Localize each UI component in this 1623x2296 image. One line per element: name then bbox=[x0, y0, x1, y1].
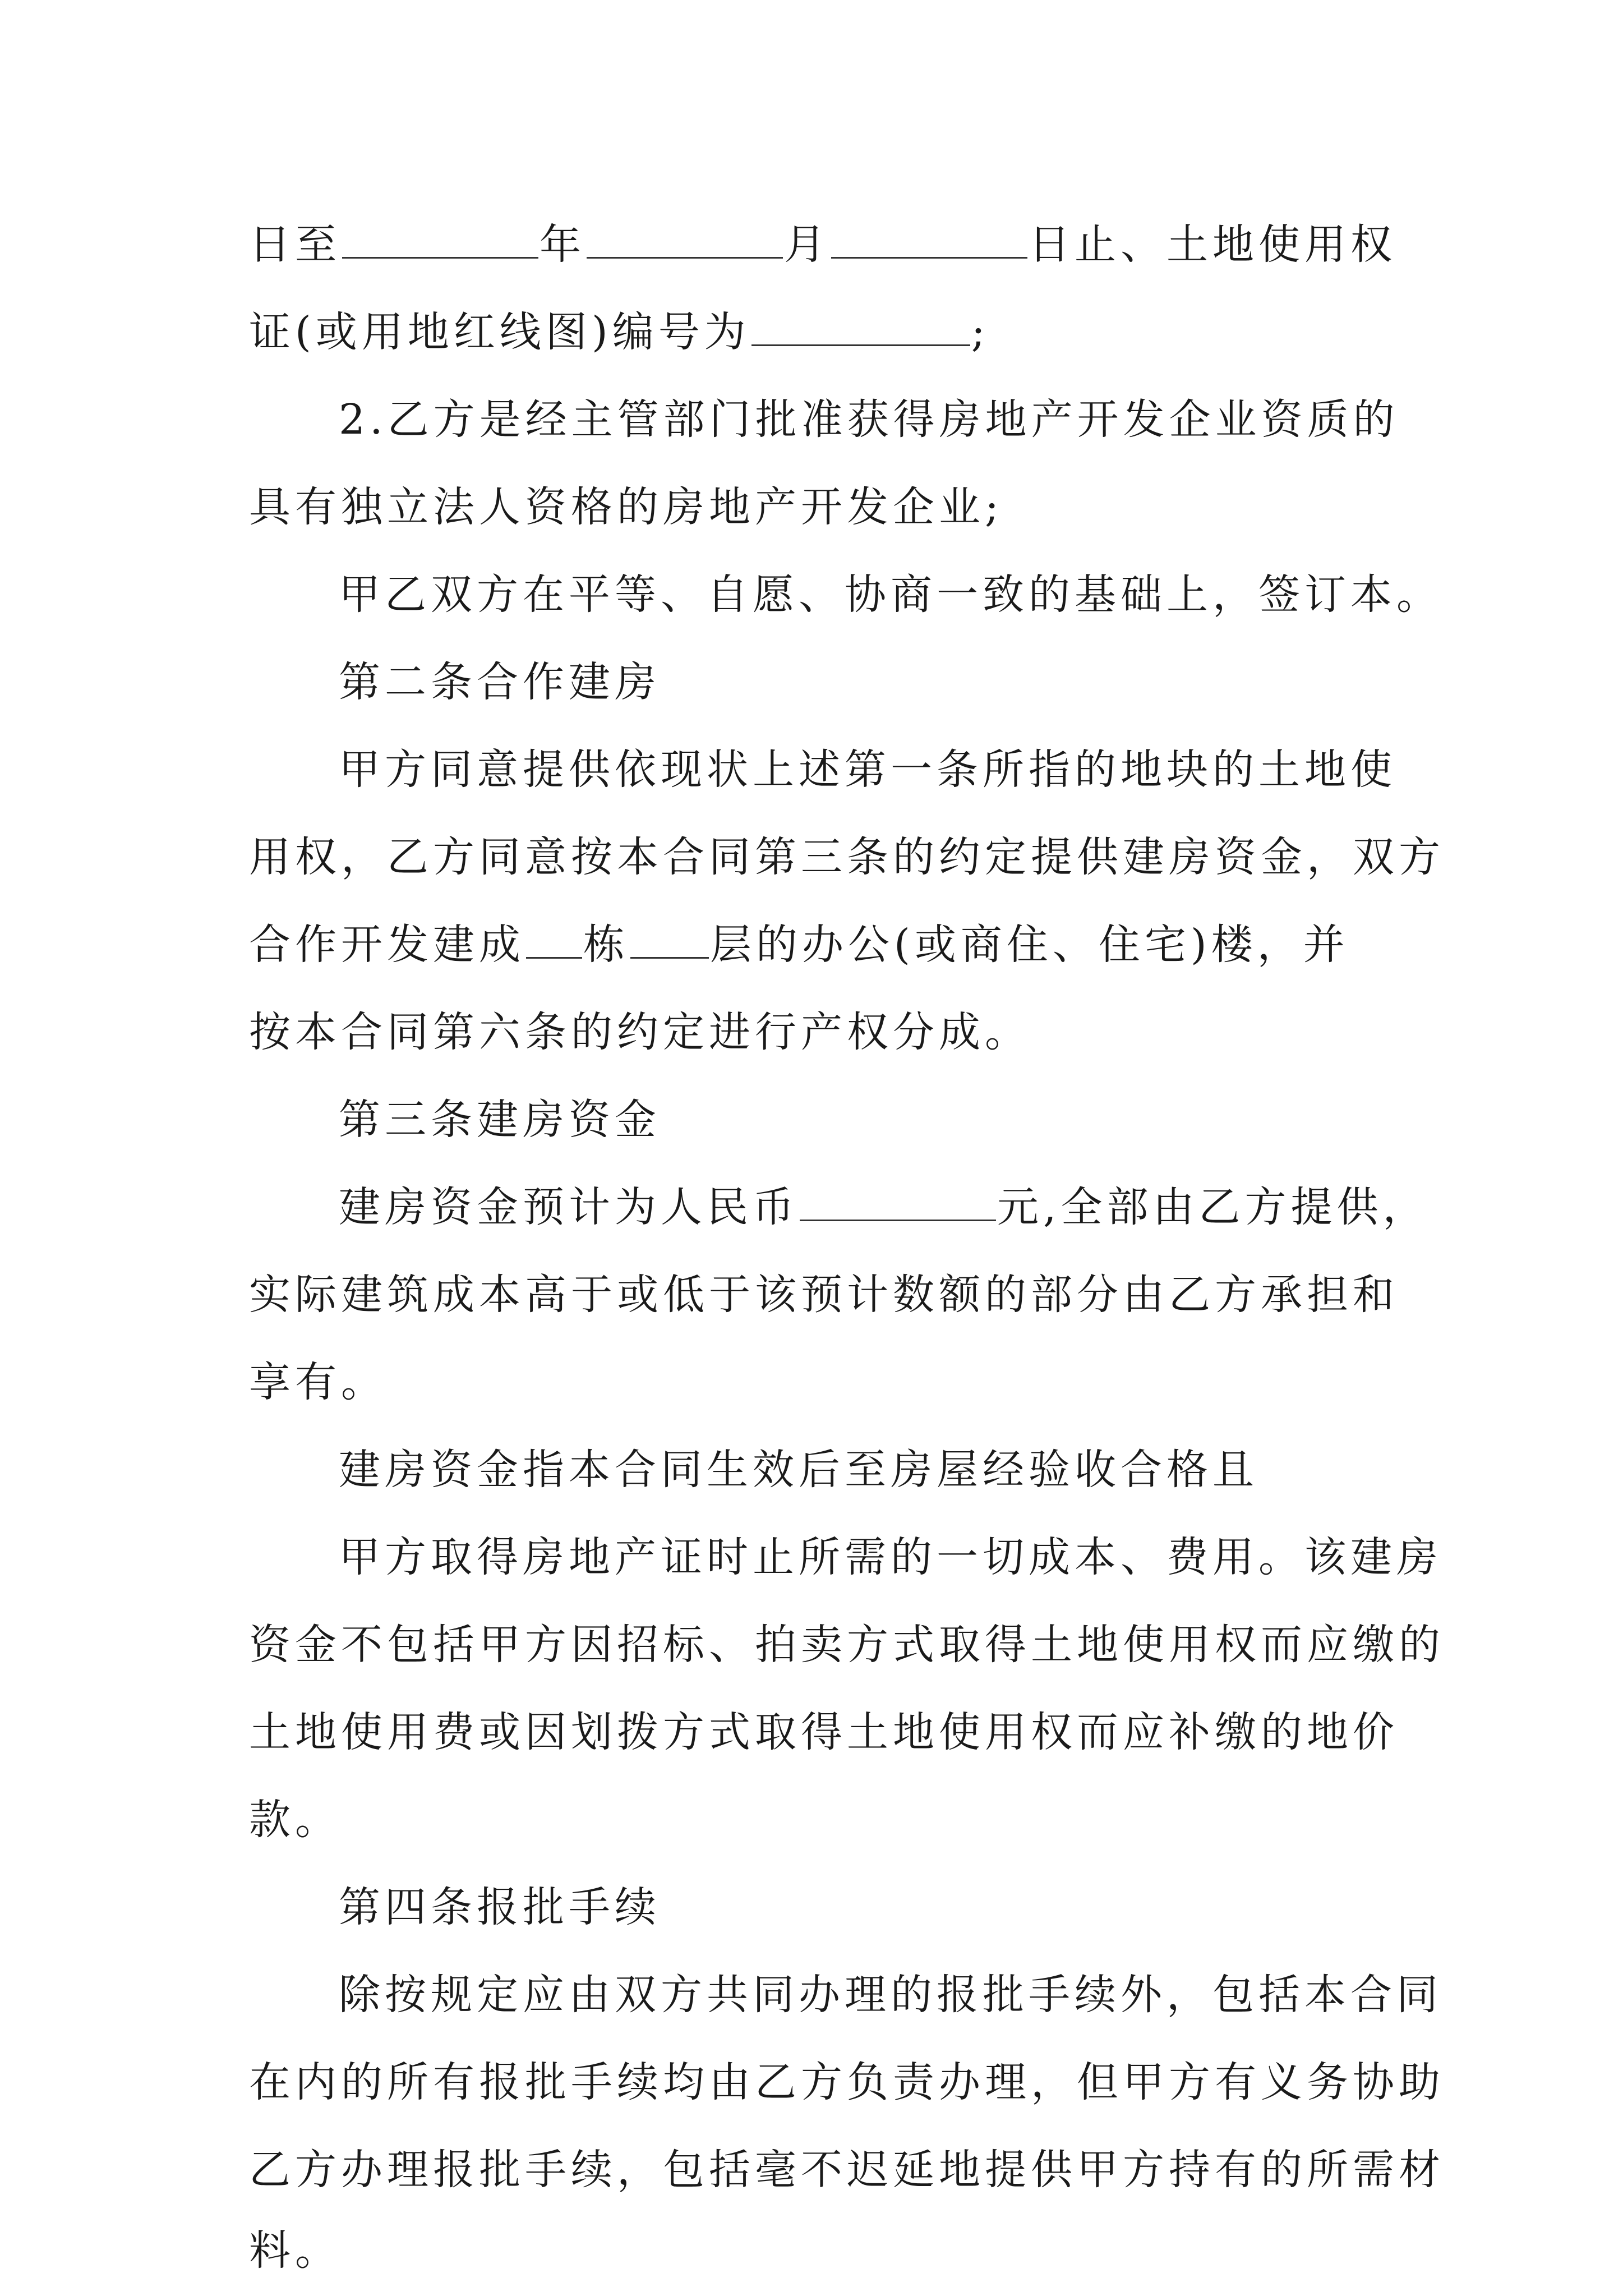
blank-field bbox=[630, 922, 709, 959]
text-line: 按本合同第六条的约定进行产权分成。 bbox=[249, 1008, 1031, 1056]
text-line: 建房资金预计为人民币 元,全部由乙方提供， bbox=[339, 1183, 1429, 1231]
text-line: 在内的所有报批手续均由乙方负责办理，但甲方有义务协助 bbox=[249, 2058, 1445, 2106]
text-line: 实际建筑成本高于或低于该预计数额的部分由乙方承担和 bbox=[249, 1271, 1399, 1319]
text-line: 日至 年 月 日止、土地使用权 bbox=[249, 220, 1396, 269]
text-line: 用权，乙方同意按本合同第三条的约定提供建房资金，双方 bbox=[249, 833, 1445, 881]
text-line: 合作开发建成 栋 层的办公(或商住、住宅)楼，并 bbox=[249, 921, 1349, 969]
section-heading: 第二条合作建房 bbox=[339, 658, 661, 706]
blank-field bbox=[831, 222, 1027, 259]
blank-field bbox=[342, 222, 538, 259]
blank-field bbox=[751, 310, 970, 346]
text-line: 土地使用费或因划拨方式取得土地使用权而应补缴的地价 bbox=[249, 1708, 1399, 1756]
text-line: 甲方取得房地产证时止所需的一切成本、费用。该建房 bbox=[339, 1533, 1442, 1581]
text-line: 甲乙双方在平等、自愿、协商一致的基础上，签订本。 bbox=[339, 570, 1442, 619]
text-line: 甲方同意提供依现状上述第一条所指的地块的土地使 bbox=[339, 746, 1396, 794]
text-line: 证(或用地红线图)编号为 ; bbox=[249, 308, 990, 356]
section-heading: 第四条报批手续 bbox=[339, 1883, 661, 1931]
text-line: 除按规定应由双方共同办理的报批手续外，包括本合同 bbox=[339, 1971, 1442, 2019]
blank-field bbox=[587, 222, 783, 259]
text-line: 款。 bbox=[249, 1796, 341, 1844]
blank-field bbox=[800, 1185, 996, 1221]
text-line: 2.乙方是经主管部门批准获得房地产开发企业资质的 bbox=[339, 395, 1399, 444]
text-line: 享有。 bbox=[249, 1358, 387, 1406]
section-heading: 第三条建房资金 bbox=[339, 1096, 661, 1144]
text-line: 资金不包括甲方因招标、拍卖方式取得土地使用权而应缴的 bbox=[249, 1621, 1445, 1669]
text-line: 具有独立法人资格的房地产开发企业; bbox=[249, 483, 1003, 531]
text-line: 建房资金指本合同生效后至房屋经验收合格且 bbox=[339, 1446, 1258, 1494]
blank-field bbox=[526, 922, 582, 959]
text-line: 乙方办理报批手续，包括毫不迟延地提供甲方持有的所需材 bbox=[249, 2146, 1445, 2194]
text-line: 料。 bbox=[249, 2226, 341, 2275]
